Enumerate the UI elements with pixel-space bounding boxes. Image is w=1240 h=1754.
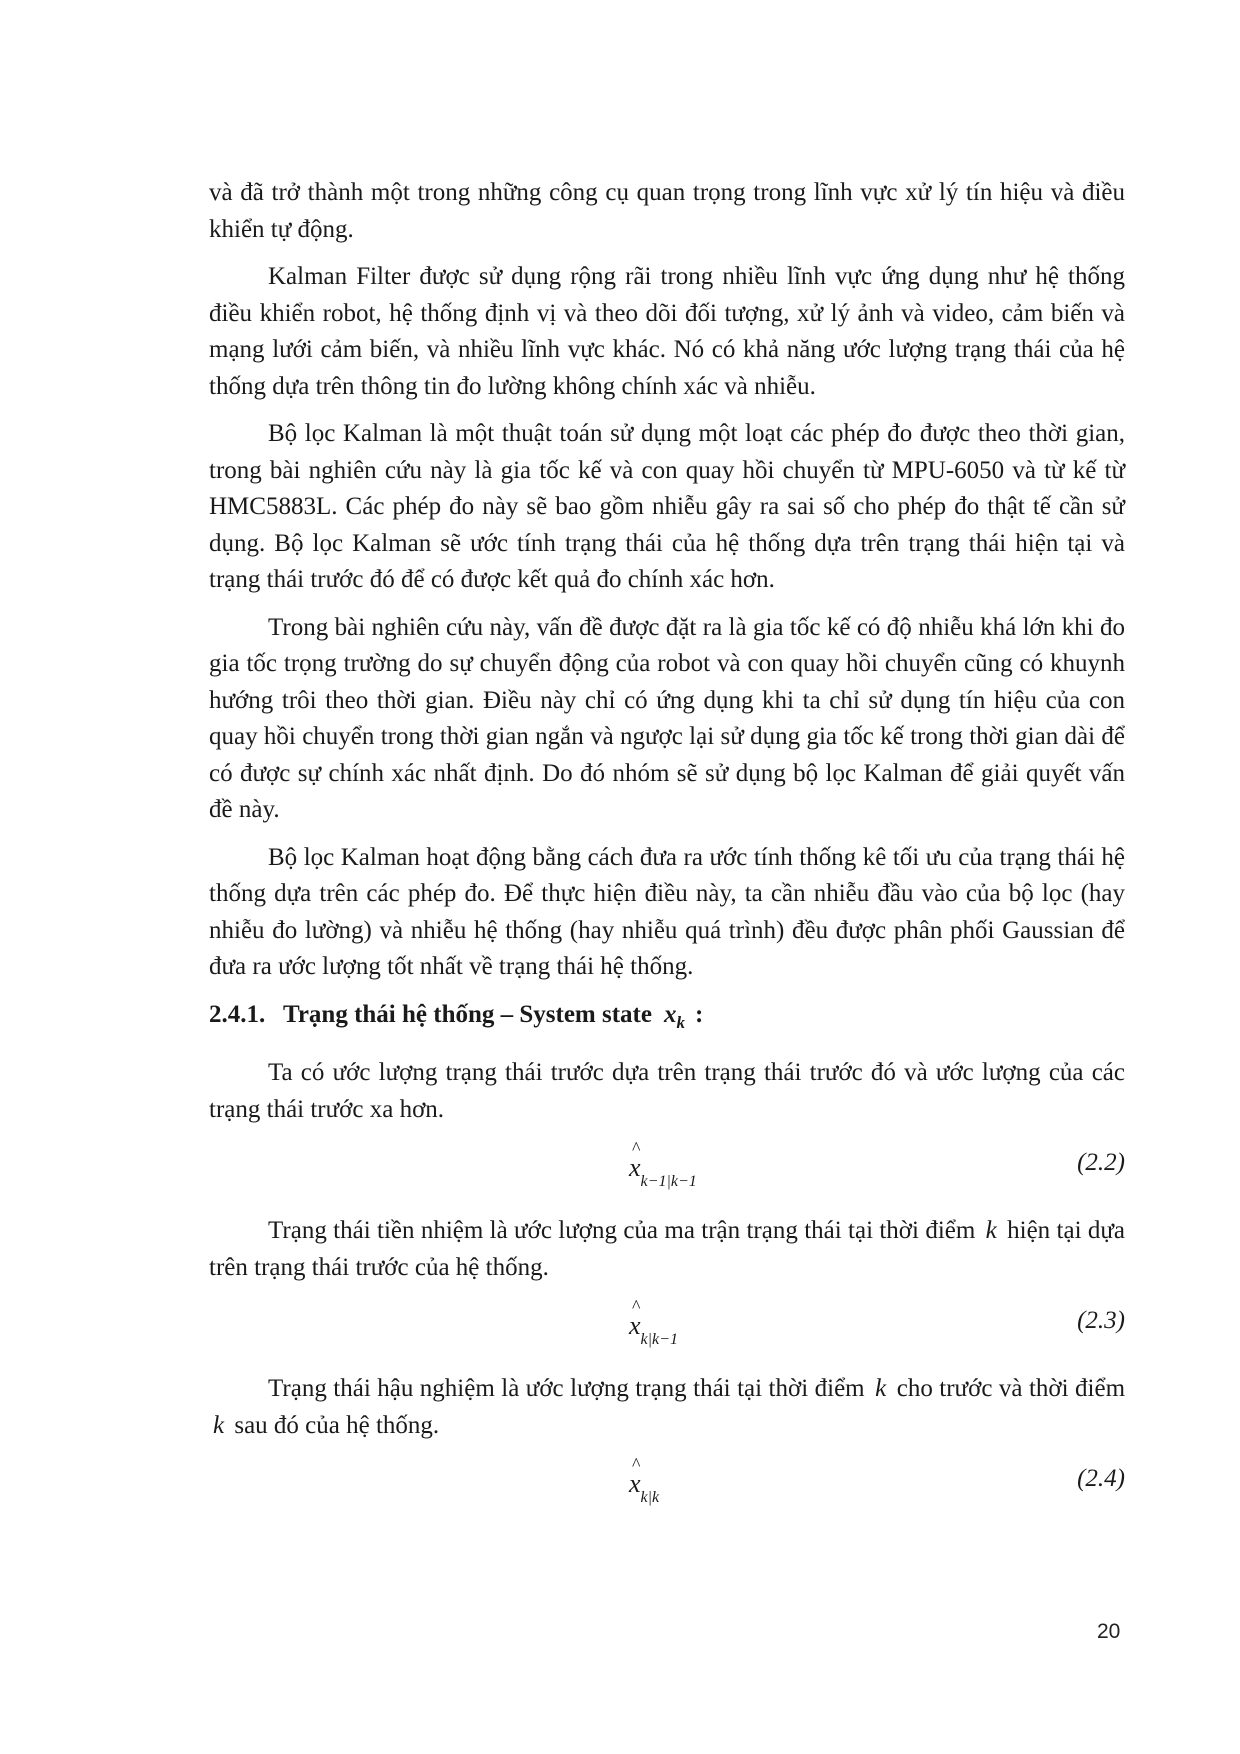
page-content bbox=[209, 175, 1125, 1529]
inline-variable: k bbox=[875, 1375, 887, 1402]
equation-subscript: k−1|k−1 bbox=[640, 1173, 697, 1191]
section-number: 2.4.1. bbox=[209, 1000, 266, 1028]
page-number: 20 bbox=[1097, 1620, 1121, 1643]
paragraph-kalman-applications: Kalman Filter được sử dụng rộng rãi trong nhiều lĩnh vực ứng dụng như hệ thống điều khiển robot, hệ thống định vị và theo dõi đối tượng, xử lý ảnh và video, cảm biến và mạng lưới cảm biến, và nhiều lĩnh vực khác. Nó có khả năng ước lượng trạng thái của hệ thống dựa trên thông tin đo lường không chính xác và nhiễu. bbox=[209, 263, 1125, 400]
paragraph-kalman-operation: Bộ lọc Kalman hoạt động bằng cách đưa ra ước tính thống kê tối ưu của trạng thái hệ thống dựa trên các phép đo. Để thực hiện điều này, ta cần nhiễu đầu vào của bộ lọc (hay nhiễu đo lường) và nhiễu hệ thống (hay nhiễu quá trình) đều được phân phối Gaussian để đưa ra ước lượng tốt nhất về trạng thái hệ thống. bbox=[209, 843, 1125, 980]
paragraph-continuation: và đã trở thành một trong những công cụ quan trọng trong lĩnh vực xử lý tín hiệu và điều khiển tự động. bbox=[209, 179, 1125, 243]
section-suffix: : bbox=[694, 1000, 704, 1028]
section-variable-sub: k bbox=[676, 1012, 685, 1032]
text-run: Trạng thái tiền nhiệm là ước lượng của ma trận trạng thái tại thời điểm bbox=[268, 1217, 976, 1244]
section-variable-base: x bbox=[663, 1000, 677, 1028]
equation-expression bbox=[629, 1311, 678, 1349]
paragraph-a-priori-state bbox=[209, 1213, 1125, 1286]
equation-base: ^ x bbox=[629, 1311, 641, 1341]
paragraph-prior-estimate: Ta có ước lượng trạng thái trước dựa trên trạng thái trước đó và ước lượng của các trạng thái trước xa hơn. bbox=[209, 1059, 1125, 1123]
paragraph-kalman-algorithm: Bộ lọc Kalman là một thuật toán sử dụng một loạt các phép đo được theo thời gian, trong bài nghiên cứu này là gia tốc kế và con quay hồi chuyển từ MPU-6050 và từ kế từ HMC5883L. Các phép đo này sẽ bao gồm nhiễu gây ra sai số cho phép đo thật tế cần sử dụng. Bộ lọc Kalman sẽ ước tính trạng thái của hệ thống dựa trên trạng thái hiện tại và trạng thái trước đó để có được kết quả đo chính xác hơn. bbox=[209, 420, 1125, 593]
equation-2-2 bbox=[209, 1139, 1125, 1205]
paragraph-a-posteriori-state bbox=[209, 1371, 1125, 1444]
text-run: Trạng thái hậu nghiệm là ước lượng trạng thái tại thời điểm bbox=[268, 1375, 865, 1402]
equation-expression bbox=[629, 1153, 697, 1191]
paragraph-noise-problem: Trong bài nghiên cứu này, vấn đề được đặt ra là gia tốc kế có độ nhiễu khá lớn khi đo gia tốc trọng trường do sự chuyển động của robot và con quay hồi chuyển cũng có khuynh hướng trôi theo thời gian. Điều này chỉ có ứng dụng khi ta chỉ sử dụng tín hiệu của con quay hồi chuyển trong thời gian ngắn và ngược lại sử dụng gia tốc kế trong thời gian dài để có được sự chính xác nhất định. Do đó nhóm sẽ sử dụng bộ lọc Kalman để giải quyết vấn đề này. bbox=[209, 613, 1125, 823]
text-run: sau đó của hệ thống. bbox=[234, 1411, 440, 1439]
text-run: cho trước và thời điểm bbox=[896, 1375, 1126, 1402]
equation-number: (2.3) bbox=[1077, 1307, 1125, 1334]
equation-number: (2.2) bbox=[1077, 1149, 1125, 1176]
section-variable bbox=[664, 997, 685, 1042]
equation-base: ^ x bbox=[629, 1469, 641, 1499]
equation-base: ^ x bbox=[629, 1153, 641, 1183]
text-run: hiện tại dựa trên trạng thái trước của hệ thống. bbox=[209, 1217, 1126, 1281]
section-heading bbox=[209, 997, 1125, 1042]
inline-variable: k bbox=[985, 1217, 997, 1244]
equation-2-4 bbox=[209, 1455, 1125, 1521]
equation-number: (2.4) bbox=[1077, 1465, 1125, 1492]
equation-2-3 bbox=[209, 1297, 1125, 1363]
section-title: Trạng thái hệ thống – System state bbox=[283, 1000, 652, 1028]
equation-expression bbox=[629, 1469, 660, 1507]
equation-subscript: k|k−1 bbox=[640, 1331, 678, 1349]
equation-subscript: k|k bbox=[640, 1489, 660, 1507]
inline-variable: k bbox=[213, 1411, 225, 1439]
